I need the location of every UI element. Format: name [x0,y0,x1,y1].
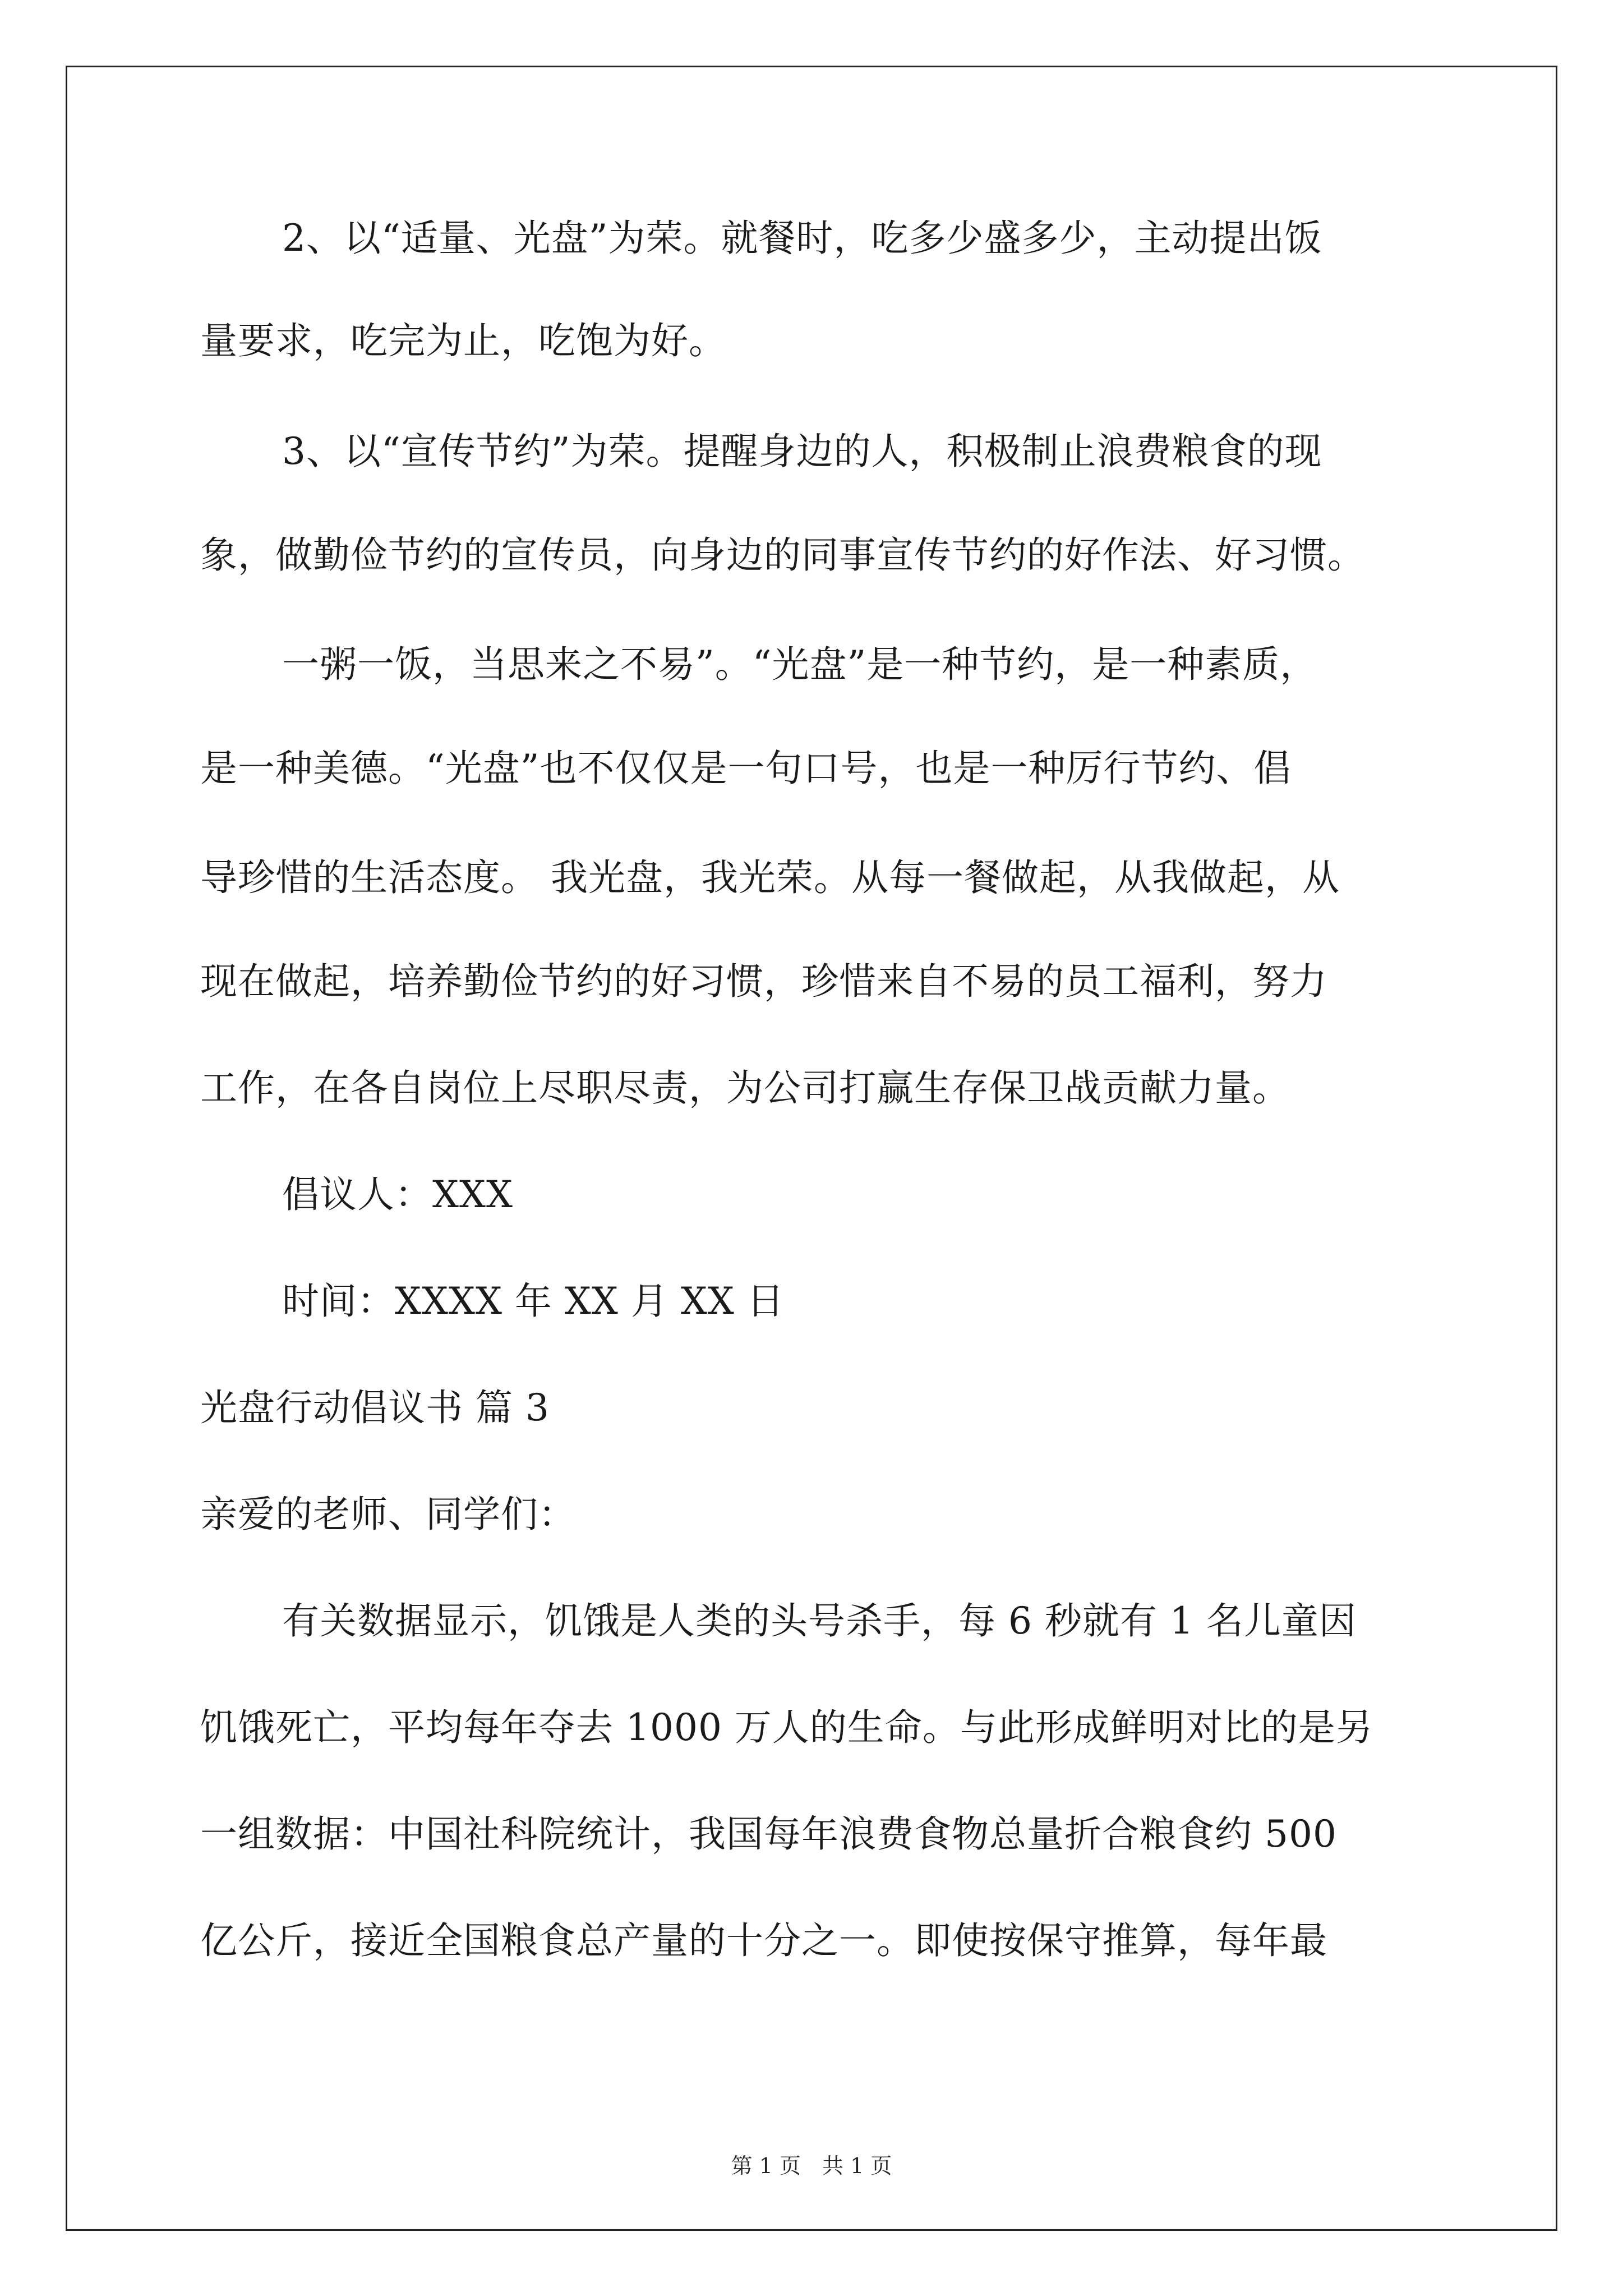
paragraph-line: 量要求，吃完为止，吃饱为好。 [200,319,726,362]
page-number-footer: 第 1 页 共 1 页 [731,2154,892,2178]
paragraph-line: 3、以“宣传节约”为荣。提醒身边的人，积极制止浪费粮食的现 [282,430,1322,473]
paragraph-line: 一组数据：中国社科院统计，我国每年浪费食物总量折合粮食约 500 [200,1812,1337,1856]
paragraph-line: 现在做起，培养勤俭节约的好习惯，珍惜来自不易的员工福利，努力 [200,960,1327,1003]
paragraph-line: 有关数据显示，饥饿是人类的头号杀手，每 6 秒就有 1 名儿童因 [282,1599,1357,1642]
paragraph-line: 亿公斤，接近全国粮食总产量的十分之一。即使按保守推算，每年最 [200,1919,1327,1962]
signature-date: 时间：XXXX 年 XX 月 XX 日 [282,1280,785,1323]
paragraph-line: 是一种美德。“光盘”也不仅仅是一句口号，也是一种厉行节约、倡 [200,747,1292,790]
paragraph-line: 饥饿死亡，平均每年夺去 1000 万人的生命。与此形成鲜明对比的是另 [200,1706,1373,1749]
paragraph-line: 2、以“适量、光盘”为荣。就餐时，吃多少盛多少，主动提出饭 [282,217,1322,260]
paragraph-line: 象，做勤俭节约的宣传员，向身边的同事宣传节约的好作法、好习惯。 [200,533,1365,577]
page-border [66,66,1557,2231]
signature-initiator: 倡议人：XXX [282,1173,513,1216]
paragraph-line: 导珍惜的生活态度。 我光盘，我光荣。从每一餐做起，从我做起，从 [200,856,1340,899]
paragraph-line: 一粥一饭，当思来之不易”。“光盘”是一种节约，是一种素质， [282,643,1318,686]
section-heading: 光盘行动倡议书 篇 3 [200,1386,550,1429]
salutation: 亲爱的老师、同学们： [200,1493,576,1536]
paragraph-line: 工作，在各自岗位上尽职尽责，为公司打赢生存保卫战贡献力量。 [200,1066,1290,1110]
